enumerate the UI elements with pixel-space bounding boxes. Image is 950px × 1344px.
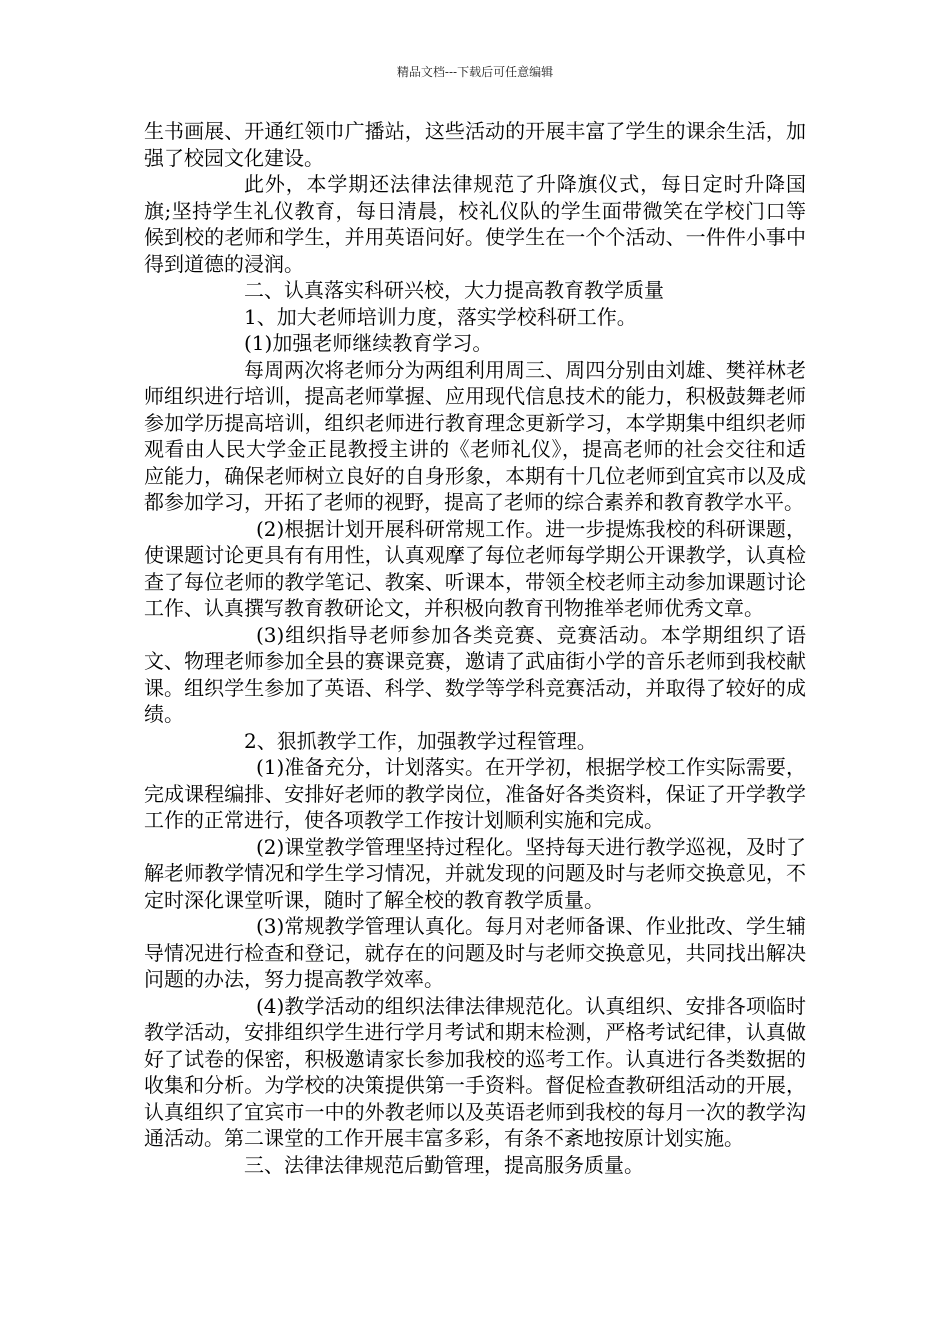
paragraph: (2)课堂教学管理坚持过程化。坚持每天进行教学巡视，及时了解老师教学情况和学生学习情况，并就发现的问题及时与老师交换意见，不定时深化课堂听课，随时了解全校的教育教学质量。: [144, 834, 806, 912]
paragraph: 每周两次将老师分为两组利用周三、周四分别由刘雄、樊祥林老师组织进行培训，提高老师掌握、应用现代信息技术的能力，积极鼓舞老师参加学历提高培训，组织老师进行教育理念更新学习，本学期集中组织老师观看由人民大学金正昆教授主讲的《老师礼仪》，提高老师的社会交往和适应能力，确保老师树立良好的自身形象，本期有十几位老师到宜宾市以及成都参加学习，开拓了老师的视野，提高了老师的综合素养和教育教学水平。: [144, 357, 806, 514]
paragraph: 生书画展、开通红领巾广播站，这些活动的开展丰富了学生的课余生活，加强了校园文化建设。: [144, 119, 806, 170]
section-heading: 三、法律法律规范后勤管理，提高服务质量。: [244, 1152, 644, 1177]
subsection-heading: 2、狠抓教学工作，加强教学过程管理。: [244, 728, 597, 753]
paragraph: (3)常规教学管理认真化。每月对老师备课、作业批改、学生辅导情况进行检查和登记，就存在的问题及时与老师交换意见，共同找出解决问题的办法，努力提高教学效率。: [144, 914, 806, 991]
paragraph: 此外，本学期还法律法律规范了升降旗仪式，每日定时升降国旗;坚持学生礼仪教育，每日清晨，校礼仪队的学生面带微笑在学校门口等候到校的老师和学生，并用英语问好。使学生在一个个活动、一件件小事中得到道德的浸润。: [144, 172, 806, 276]
paragraph: (4)教学活动的组织法律法律规范化。认真组织、安排各项临时教学活动，安排组织学生进行学月考试和期末检测，严格考试纪律，认真做好了试卷的保密，积极邀请家长参加我校的巡考工作。认真进行各类数据的收集和分析。为学校的决策提供第一手资料。督促检查教研组活动的开展，认真组织了宜宾市一中的外教老师以及英语老师到我校的每月一次的教学沟通活动。第二课堂的工作开展丰富多彩，有条不紊地按原计划实施。: [144, 993, 806, 1150]
paragraph: (1)准备充分，计划落实。在开学初，根据学校工作实际需要，完成课程编排、安排好老师的教学岗位，准备好各类资料，保证了开学教学工作的正常进行，使各项教学工作按计划顺利实施和完成。: [144, 755, 806, 832]
subsection-heading: 1、加大老师培训力度，落实学校科研工作。: [244, 304, 637, 329]
paragraph: (3)组织指导老师参加各类竞赛、竞赛活动。本学期组织了语文、物理老师参加全县的赛课竞赛，邀请了武庙街小学的音乐老师到我校献课。组织学生参加了英语、科学、数学等学科竞赛活动，并取得了较好的成绩。: [144, 622, 806, 726]
paragraph: (2)根据计划开展科研常规工作。进一步提炼我校的科研课题，使课题讨论更具有有用性，认真观摩了每位老师每学期公开课教学，认真检查了每位老师的教学笔记、教案、听课本，带领全校老师主动参加课题讨论工作、认真撰写教育教研论文，并积极向教育刊物推举老师优秀文章。: [144, 516, 806, 620]
document-body: [144, 118, 806, 1178]
section-heading: 二、认真落实科研兴校，大力提高教育教学质量: [244, 278, 664, 302]
item-heading: (1)加强老师继续教育学习。: [244, 331, 493, 355]
page-header: 精品文档---下载后可任意编辑: [396, 65, 554, 79]
